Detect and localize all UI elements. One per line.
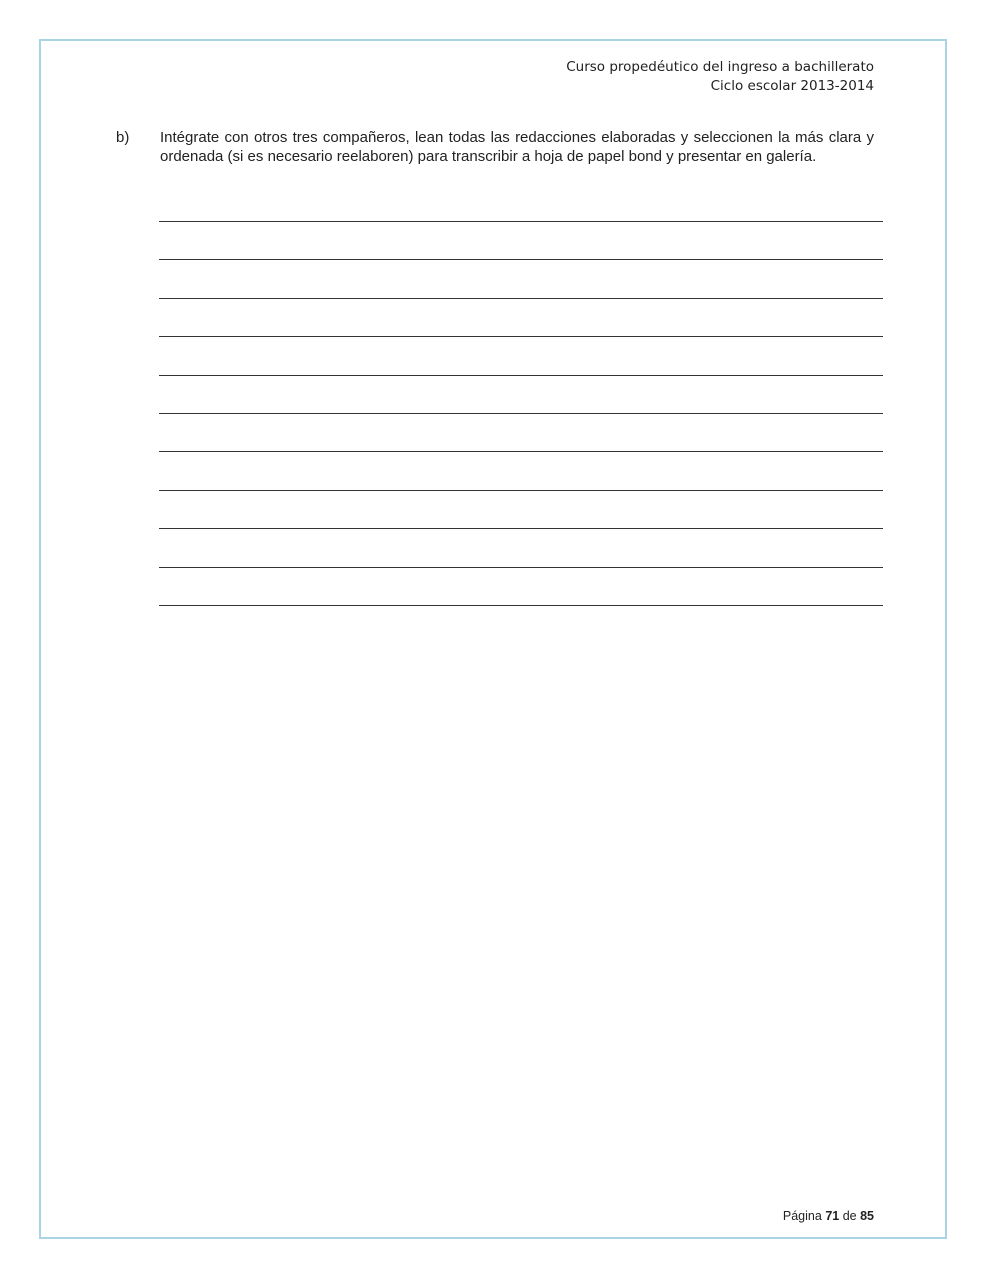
writing-line <box>159 451 883 452</box>
exercise-item-instructions: Intégrate con otros tres compañeros, lean todas las redacciones elaboradas y seleccionen la más clara y ordenada (si es necesario reelaboren) para transcribir a hoja de papel bond y presentar en galería. <box>160 129 874 165</box>
header-school-year: Ciclo escolar 2013-2014 <box>710 78 874 94</box>
writing-line <box>159 259 883 260</box>
writing-line <box>159 336 883 337</box>
header-course-title: Curso propedéutico del ingreso a bachillerato <box>566 59 874 75</box>
footer-of-label: de <box>842 1209 857 1223</box>
footer-page-number: 71 <box>825 1209 840 1223</box>
writing-line <box>159 490 883 491</box>
footer-total-pages: 85 <box>860 1209 874 1223</box>
page-footer <box>783 1208 874 1224</box>
writing-line <box>159 605 883 606</box>
writing-line <box>159 413 883 414</box>
footer-page-label: Página <box>782 1209 822 1223</box>
writing-line <box>159 567 883 568</box>
writing-line <box>159 375 883 376</box>
exercise-item-label: b) <box>116 129 130 146</box>
writing-line <box>159 221 883 222</box>
writing-line <box>159 528 883 529</box>
page-header <box>566 58 874 96</box>
writing-line <box>159 298 883 299</box>
page-border <box>39 39 947 1239</box>
